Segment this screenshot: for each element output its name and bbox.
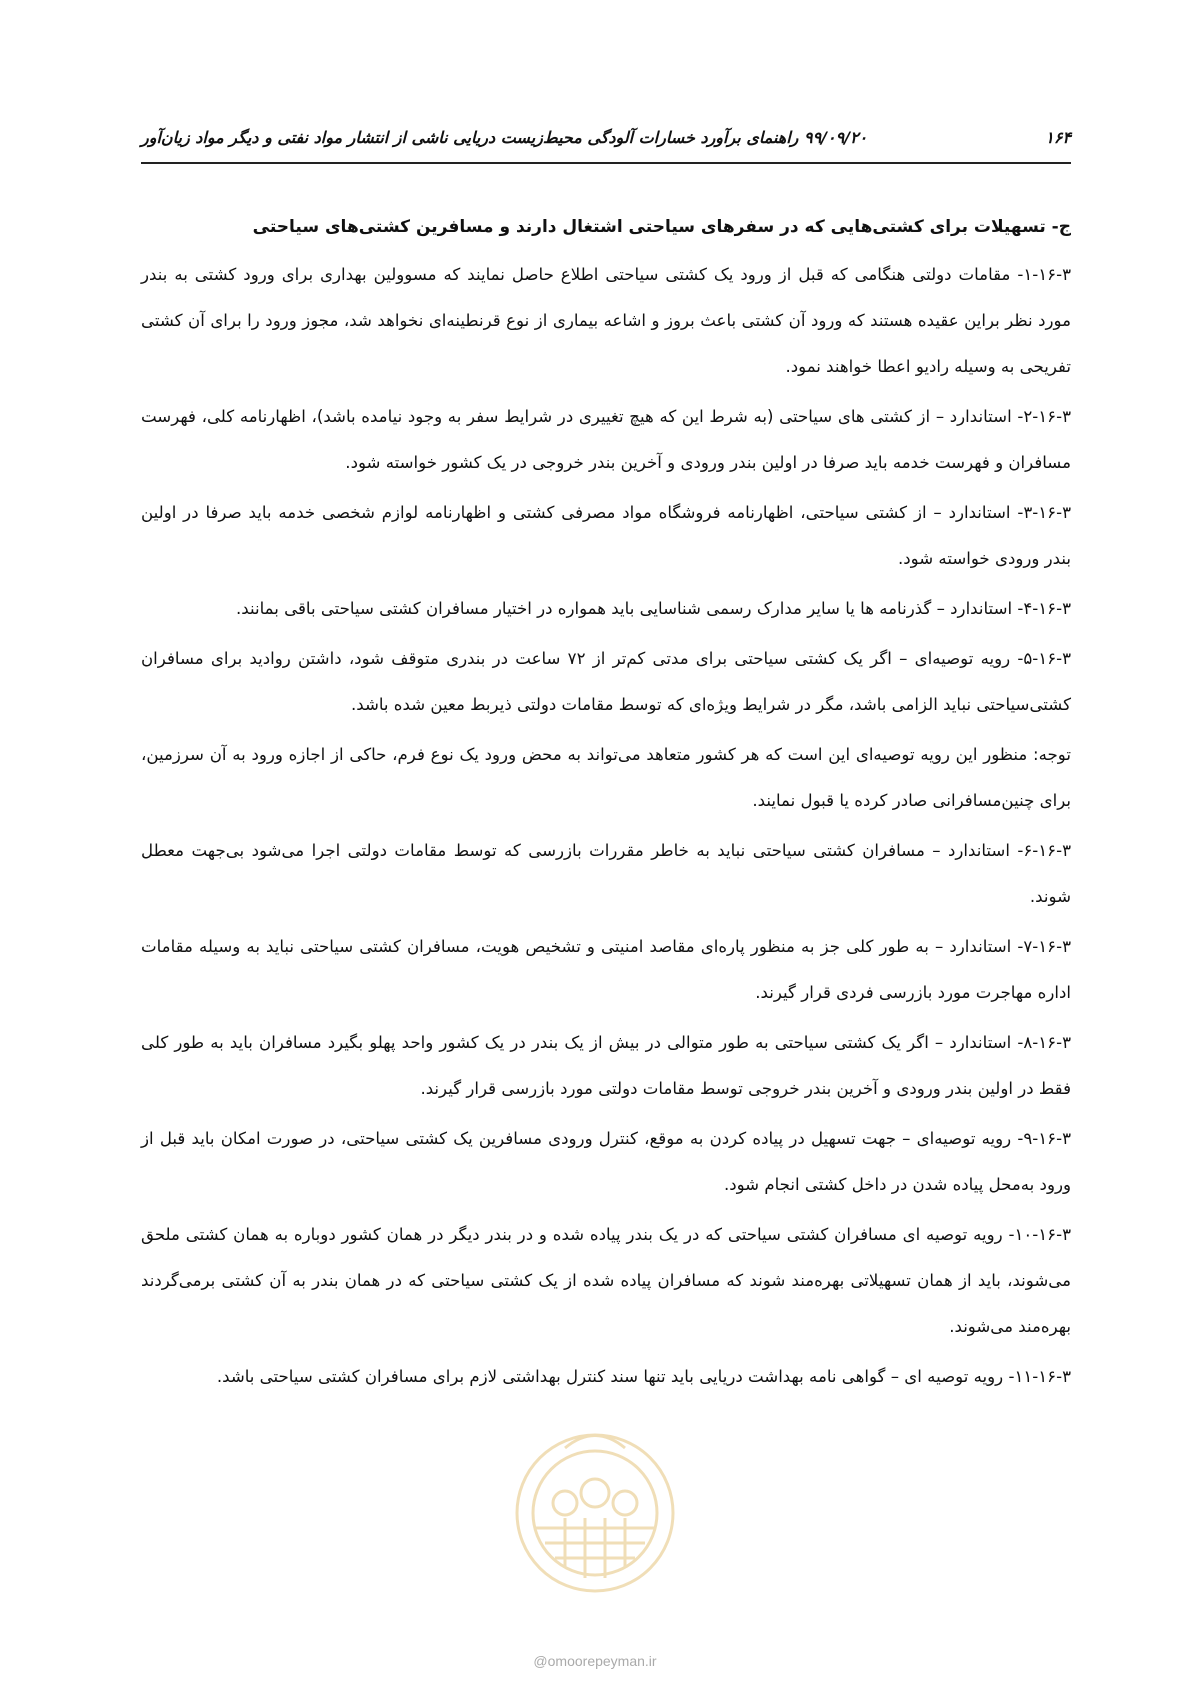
watermark-url: @omoorepeyman.ir (533, 1653, 657, 1669)
paragraph-3-16-8: ۸-۱۶-۳- استاندارد – اگر یک کشتی سیاحتی به طور متوالی در بیش از یک بندر در یک کشور واحد پهلو بگیرد مسافران باید به طور کلی فقط در اولین بندر ورودی و آخرین بندر خروجی توسط مقامات دولتی مورد بازرسی قرار گیرند. (141, 1033, 1071, 1098)
page-body (141, 212, 1071, 1404)
paragraph-3-16-2: ۲-۱۶-۳- استاندارد – از کشتی های سیاحتی (به شرط این که هیچ تغییری در شرایط سفر به وجود نیامده باشد)، اظهارنامه کلی، فهرست مسافران و فهرست خدمه باید صرفا در اولین بندر ورودی و آخرین بندر خروجی در یک کشور خواسته شود. (141, 407, 1071, 472)
page-number: ۱۶۴ (1045, 128, 1071, 147)
page-header (141, 128, 1071, 158)
paragraph-3-16-5: ۵-۱۶-۳- رویه توصیه‌ای – اگر یک کشتی سیاحتی برای مدتی کم‌تر از ۷۲ ساعت در بندری متوقف شود، داشتن روادید برای مسافران کشتی‌سیاحتی نباید الزامی باشد، مگر در شرایط ویژه‌ای که توسط مقامات دولتی ذیربط معین شده باشد. (141, 649, 1072, 714)
paragraph-3-16-1: ۱-۱۶-۳- مقامات دولتی هنگامی که قبل از ورود یک کشتی سیاحتی اطلاع حاصل نمایند که مسوولین بهداری برای ورود کشتی به بندر مورد نظر براین عقیده هستند که ورود آن کشتی باعث بروز و اشاعه بیماری از نوع قرنطینه‌ای نخواهد شد، مجوز ورود را برای آن کشتی تفریحی به وسیله رادیو اعطا خواهند نمود. (141, 265, 1071, 376)
paragraph-3-16-6: ۶-۱۶-۳- استاندارد – مسافران کشتی سیاحتی نباید به خاطر مقررات بازرسی که توسط مقامات دولتی اجرا می‌شود بی‌جهت معطل شوند. (141, 841, 1071, 906)
paragraph-3-16-3: ۳-۱۶-۳- استاندارد – از کشتی سیاحتی، اظهارنامه فروشگاه مواد مصرفی کشتی و اظهارنامه لوازم شخصی خدمه باید صرفا در اولین بندر ورودی خواسته شود. (141, 503, 1071, 568)
header-rule (141, 162, 1071, 164)
paragraph-3-16-7: ۷-۱۶-۳- استاندارد – به طور کلی جز به منظور پاره‌ای مقاصد امنیتی و تشخیص هویت، مسافران کشتی سیاحتی نباید به وسیله مقامات اداره مهاجرت مورد بازرسی فردی قرار گیرند. (141, 937, 1071, 1002)
paragraph-3-16-4: ۴-۱۶-۳- استاندارد – گذرنامه ها یا سایر مدارک رسمی شناسایی باید همواره در اختیار مسافران کشتی سیاحتی باقی بمانند. (235, 599, 1071, 618)
paragraph-3-16-10: ۱۰-۱۶-۳- رویه توصیه ای مسافران کشتی سیاحتی که در یک بندر پیاده شده و در بندر دیگر در همان کشور دوباره به همان کشتی ملحق می‌شوند، باید از همان تسهیلاتی بهره‌مند شوند که مسافران پیاده شده از یک کشتی سیاحتی که در همان بندر به آن کشتی برمی‌گردند بهره‌مند می‌شوند. (141, 1225, 1071, 1336)
paragraph-note: توجه: منظور این رویه توصیه‌ای این است که هر کشور متعاهد می‌تواند به محض ورود یک نوع فرم، حاکی از اجازه ورود به آن سرزمین، برای چنین‌مسافرانی صادر کرده یا قبول نمایند. (141, 745, 1071, 810)
paragraph-3-16-9: ۹-۱۶-۳- رویه توصیه‌ای – جهت تسهیل در پیاده کردن به موقع، کنترل ورودی مسافرین یک کشتی سیاحتی، در صورت امکان باید قبل از ورود به‌محل پیاده شدن در داخل کشتی انجام شود. (141, 1129, 1071, 1194)
watermark-seal-icon (495, 1418, 695, 1598)
section-heading: ج- تسهیلات برای کشتی‌هایی که در سفرهای سیاحتی اشتغال دارند و مسافرین کشتی‌های سیاحتی (252, 217, 1071, 237)
running-title: ۹۹/۰۹/۲۰ راهنمای برآورد خسارات آلودگی محیط‌زیست دریایی ناشی از انتشار مواد نفتی و دیگر مواد زیان‌آور (141, 128, 868, 147)
paragraph-3-16-11: ۱۱-۱۶-۳- رویه توصیه ای – گواهی نامه بهداشت دریایی باید تنها سند کنترل بهداشتی لازم برای مسافران کشتی سیاحتی باشد. (216, 1367, 1071, 1386)
